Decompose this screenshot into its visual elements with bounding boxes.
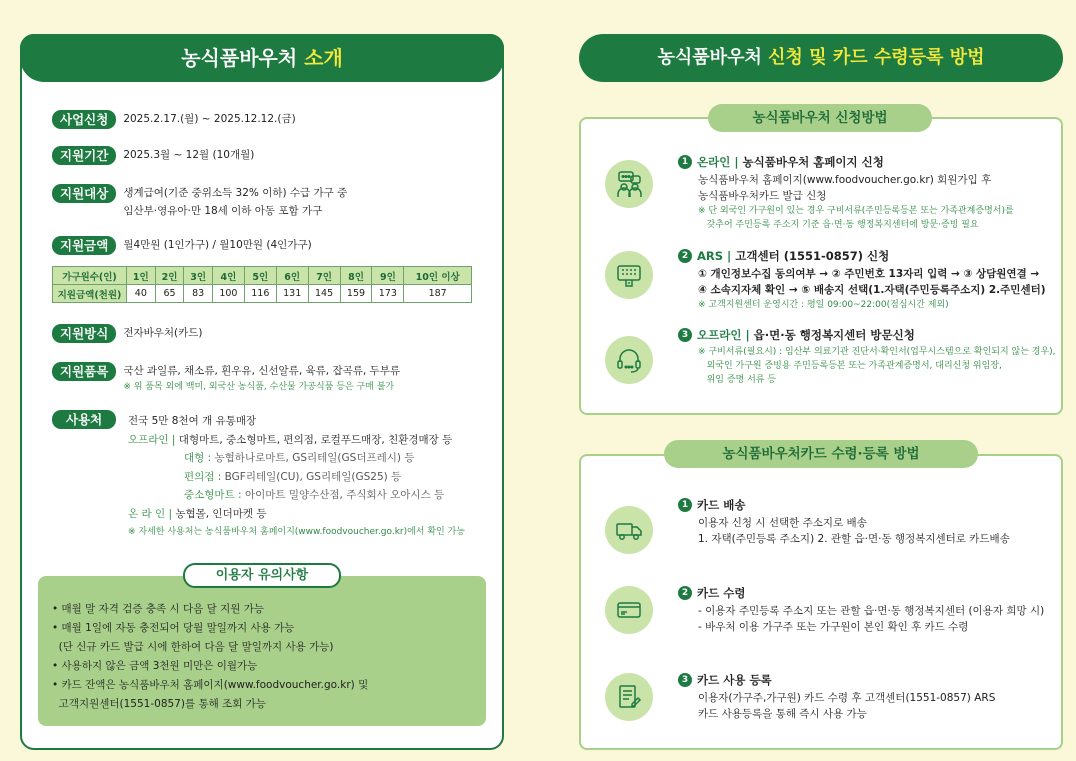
tag-apply: 사업신청: [52, 110, 116, 129]
sub-label: 대형 :: [184, 452, 212, 464]
step-method: 오프라인 |: [697, 328, 750, 342]
usage-block: [128, 412, 488, 542]
step-number: 3: [678, 673, 692, 687]
step-title: 농식품바우처 홈페이지 신청: [742, 155, 884, 169]
online-text: 농협몰, 인더마켓 등: [175, 507, 267, 520]
table-row: [53, 267, 472, 285]
tag-method: 지원방식: [52, 324, 116, 343]
row-method: [52, 324, 203, 343]
table-cell: 7인: [308, 267, 340, 285]
step-text: 이용자(가구주,가구원) 카드 수령 후 고객센터(1551-0857) ARS: [698, 692, 996, 704]
table-cell: 2인: [155, 267, 184, 285]
table-cell: 4인: [212, 267, 244, 285]
list-item: (단 신규 카드 발급 시에 한하여 다음 달 말일까지 사용 가능): [52, 641, 334, 653]
table-row: [53, 285, 472, 303]
card-icon: [605, 586, 653, 634]
table-cell: 10인 이상: [404, 267, 472, 285]
list-item: • 카드 잔액은 농식품바우처 홈페이지(www.foodvoucher.go.kr) 및: [52, 679, 369, 691]
step-number: 1: [678, 155, 692, 169]
list-item: • 매월 말 자격 검증 충족 시 다음 달 지원 가능: [52, 603, 265, 615]
step-text: 1. 자택(주민등록 주소지) 2. 관할 읍·면·동 행정복지센터로 카드배송: [698, 533, 1010, 545]
apply-period-text: 2025.2.17.(월) ~ 2025.12.12.(금): [123, 113, 296, 125]
card-step-3: [678, 672, 1058, 722]
step-note: ※ 고객지원센터 운영시간 : 평일 09:00~22:00(점심시간 제외): [698, 300, 949, 310]
step-text: ① 개인정보수집 동의여부 → ② 주민번호 13자리 입력 → ③ 상담원연결 →: [698, 268, 1040, 280]
card-step-2: [678, 585, 1062, 635]
table-cell: 8인: [340, 267, 372, 285]
row-apply-period: [52, 110, 296, 129]
tag-items: 지원품목: [52, 362, 116, 381]
table-cell: 6인: [276, 267, 308, 285]
step-text: - 바우처 이용 가구주 또는 가구원이 본인 확인 후 카드 수령: [698, 621, 969, 633]
step-title: 고객센터 (1551-0857) 신청: [735, 249, 890, 263]
offline-label: 오프라인 |: [128, 433, 176, 446]
step-text: - 이용자 주민등록 주소지 또는 관할 읍·면·동 행정복지센터 (이용자 희망 시): [698, 605, 1045, 617]
step-text: 농식품바우처 홈페이지(www.foodvoucher.go.kr) 회원가입 후: [698, 174, 992, 186]
sub-label: 편의점 :: [184, 470, 222, 483]
intro-title: 농식품바우처 소개: [20, 34, 504, 82]
document-register-icon: [605, 673, 653, 721]
table-cell: 116: [244, 285, 276, 303]
usage-line: 전국 5만 8천여 개 유통매장: [128, 415, 257, 427]
row-support-period: [52, 146, 254, 165]
apply-step-2: [678, 248, 1062, 312]
amount-text: 월4만원 (1인가구) / 월10만원 (4인가구): [123, 239, 312, 251]
step-note: 외국인 가구원 증빙용 주민등록등본 또는 가족관계증명서, 대리신청 위임장,: [698, 361, 1002, 371]
step-text: 이용자 신청 시 선택한 주소지로 배송: [698, 517, 867, 529]
list-item: 고객지원센터(1551-0857)를 통해 조회 가능: [52, 698, 266, 710]
table-cell: 187: [404, 285, 472, 303]
headset-icon: [605, 336, 653, 384]
tag-period: 지원기간: [52, 146, 116, 165]
step-number: 3: [678, 328, 692, 342]
row-target: [52, 184, 347, 220]
online-label: 온 라 인 |: [128, 507, 172, 520]
items-text: 국산 과일류, 채소류, 흰우유, 신선알류, 육류, 잡곡류, 두부류: [123, 365, 400, 377]
caution-box: [38, 576, 486, 726]
items-note: ※ 위 품목 외에 백미, 외국산 농식품, 수산물 가공식품 등은 구매 불가: [123, 382, 395, 392]
table-cell: 83: [184, 285, 213, 303]
amount-table: [52, 266, 472, 303]
step-number: 2: [678, 586, 692, 600]
table-head-label: 가구원수(인): [53, 267, 127, 285]
step-number: 1: [678, 498, 692, 512]
step-title: 카드 사용 등록: [697, 673, 772, 687]
sub-label: 중소형마트 :: [184, 489, 242, 501]
phone-icon: [605, 251, 653, 299]
table-cell: 9인: [372, 267, 404, 285]
target-text-2: 임산부·영유아·만 18세 이하 아동 포함 가구: [123, 205, 323, 217]
sub-text: 아이마트 밀양수산점, 주식회사 오아시스 등: [244, 489, 445, 501]
step-method: ARS |: [697, 249, 732, 263]
table-cell: 65: [155, 285, 184, 303]
step-note: 갖추어 주민등록 주소지 기준 읍·면·동 행정복지센터에 방문·증빙 필요: [698, 220, 979, 230]
table-cell: 1인: [127, 267, 156, 285]
target-text-1: 생계급여(기준 중위소득 32% 이하) 수급 가구 중: [123, 187, 348, 199]
apply-step-1: [678, 154, 1058, 232]
step-text: 카드 사용등록을 통해 즉시 사용 가능: [698, 708, 867, 720]
list-item: • 매월 1일에 자동 충전되어 당월 말일까지 사용 가능: [52, 622, 295, 634]
tag-usage: 사용처: [52, 410, 116, 429]
step-text: 농식품바우처카드 발급 신청: [698, 190, 827, 202]
step-title: 읍·면·동 행정복지센터 방문신청: [753, 328, 915, 342]
caution-title: 이용자 유의사항: [183, 563, 341, 588]
step-note: ※ 단 외국인 가구원이 있는 경우 구비서류(주민등록등본 또는 가족관계증명서)를: [698, 206, 1014, 216]
table-cell: 159: [340, 285, 372, 303]
table-cell: 5인: [244, 267, 276, 285]
table-value-label: 지원금액(천원): [53, 285, 127, 303]
table-cell: 3인: [184, 267, 213, 285]
apply-title: 농식품바우처 신청 및 카드 수령등록 방법: [579, 34, 1063, 82]
table-cell: 145: [308, 285, 340, 303]
step-method: 온라인 |: [697, 155, 739, 169]
table-cell: 40: [127, 285, 156, 303]
step-number: 2: [678, 249, 692, 263]
support-period-text: 2025.3월 ~ 12월 (10개월): [123, 149, 255, 161]
offline-text: 대형마트, 중소형마트, 편의점, 로컬푸드매장, 친환경매장 등: [178, 433, 453, 446]
card-tab: 농식품바우처카드 수령·등록 방법: [664, 440, 978, 468]
table-cell: 173: [372, 285, 404, 303]
list-item: • 사용하지 않은 금액 3천원 미만은 이월가능: [52, 660, 258, 672]
row-usage: [52, 410, 123, 429]
row-amount: [52, 236, 312, 255]
tag-target: 지원대상: [52, 184, 116, 203]
step-note: ※ 구비서류(필요시) : 임산부 의료기관 진단서·확인서(업무시스템으로 확인되지 않는 경우),: [698, 347, 1056, 357]
sub-text: BGF리테일(CU), GS리테일(GS25) 등: [224, 470, 402, 483]
table-cell: 131: [276, 285, 308, 303]
apply-tab: 농식품바우처 신청방법: [708, 104, 932, 132]
step-note: 위임 증명 서류 등: [698, 375, 777, 385]
caution-list: [52, 600, 368, 714]
card-step-1: [678, 497, 1058, 547]
apply-step-3: [678, 327, 1062, 387]
step-text: ④ 소속지자체 확인 → ⑤ 배송지 선택(1.자택(주민등록주소지) 2.주민센터): [698, 284, 1046, 296]
table-cell: 100: [212, 285, 244, 303]
delivery-truck-icon: [605, 506, 653, 554]
tag-amount: 지원금액: [52, 236, 116, 255]
chat-people-icon: [605, 160, 653, 208]
step-title: 카드 배송: [697, 498, 746, 512]
usage-note: ※ 자세한 사용처는 농식품바우처 홈페이지(www.foodvoucher.go.kr)에서 확인 가능: [128, 527, 465, 537]
sub-text: 농협하나로마트, GS리테일(GS더프레시) 등: [214, 452, 415, 464]
step-title: 카드 수령: [697, 586, 746, 600]
row-items: [52, 362, 400, 394]
method-text: 전자바우처(카드): [123, 327, 203, 339]
